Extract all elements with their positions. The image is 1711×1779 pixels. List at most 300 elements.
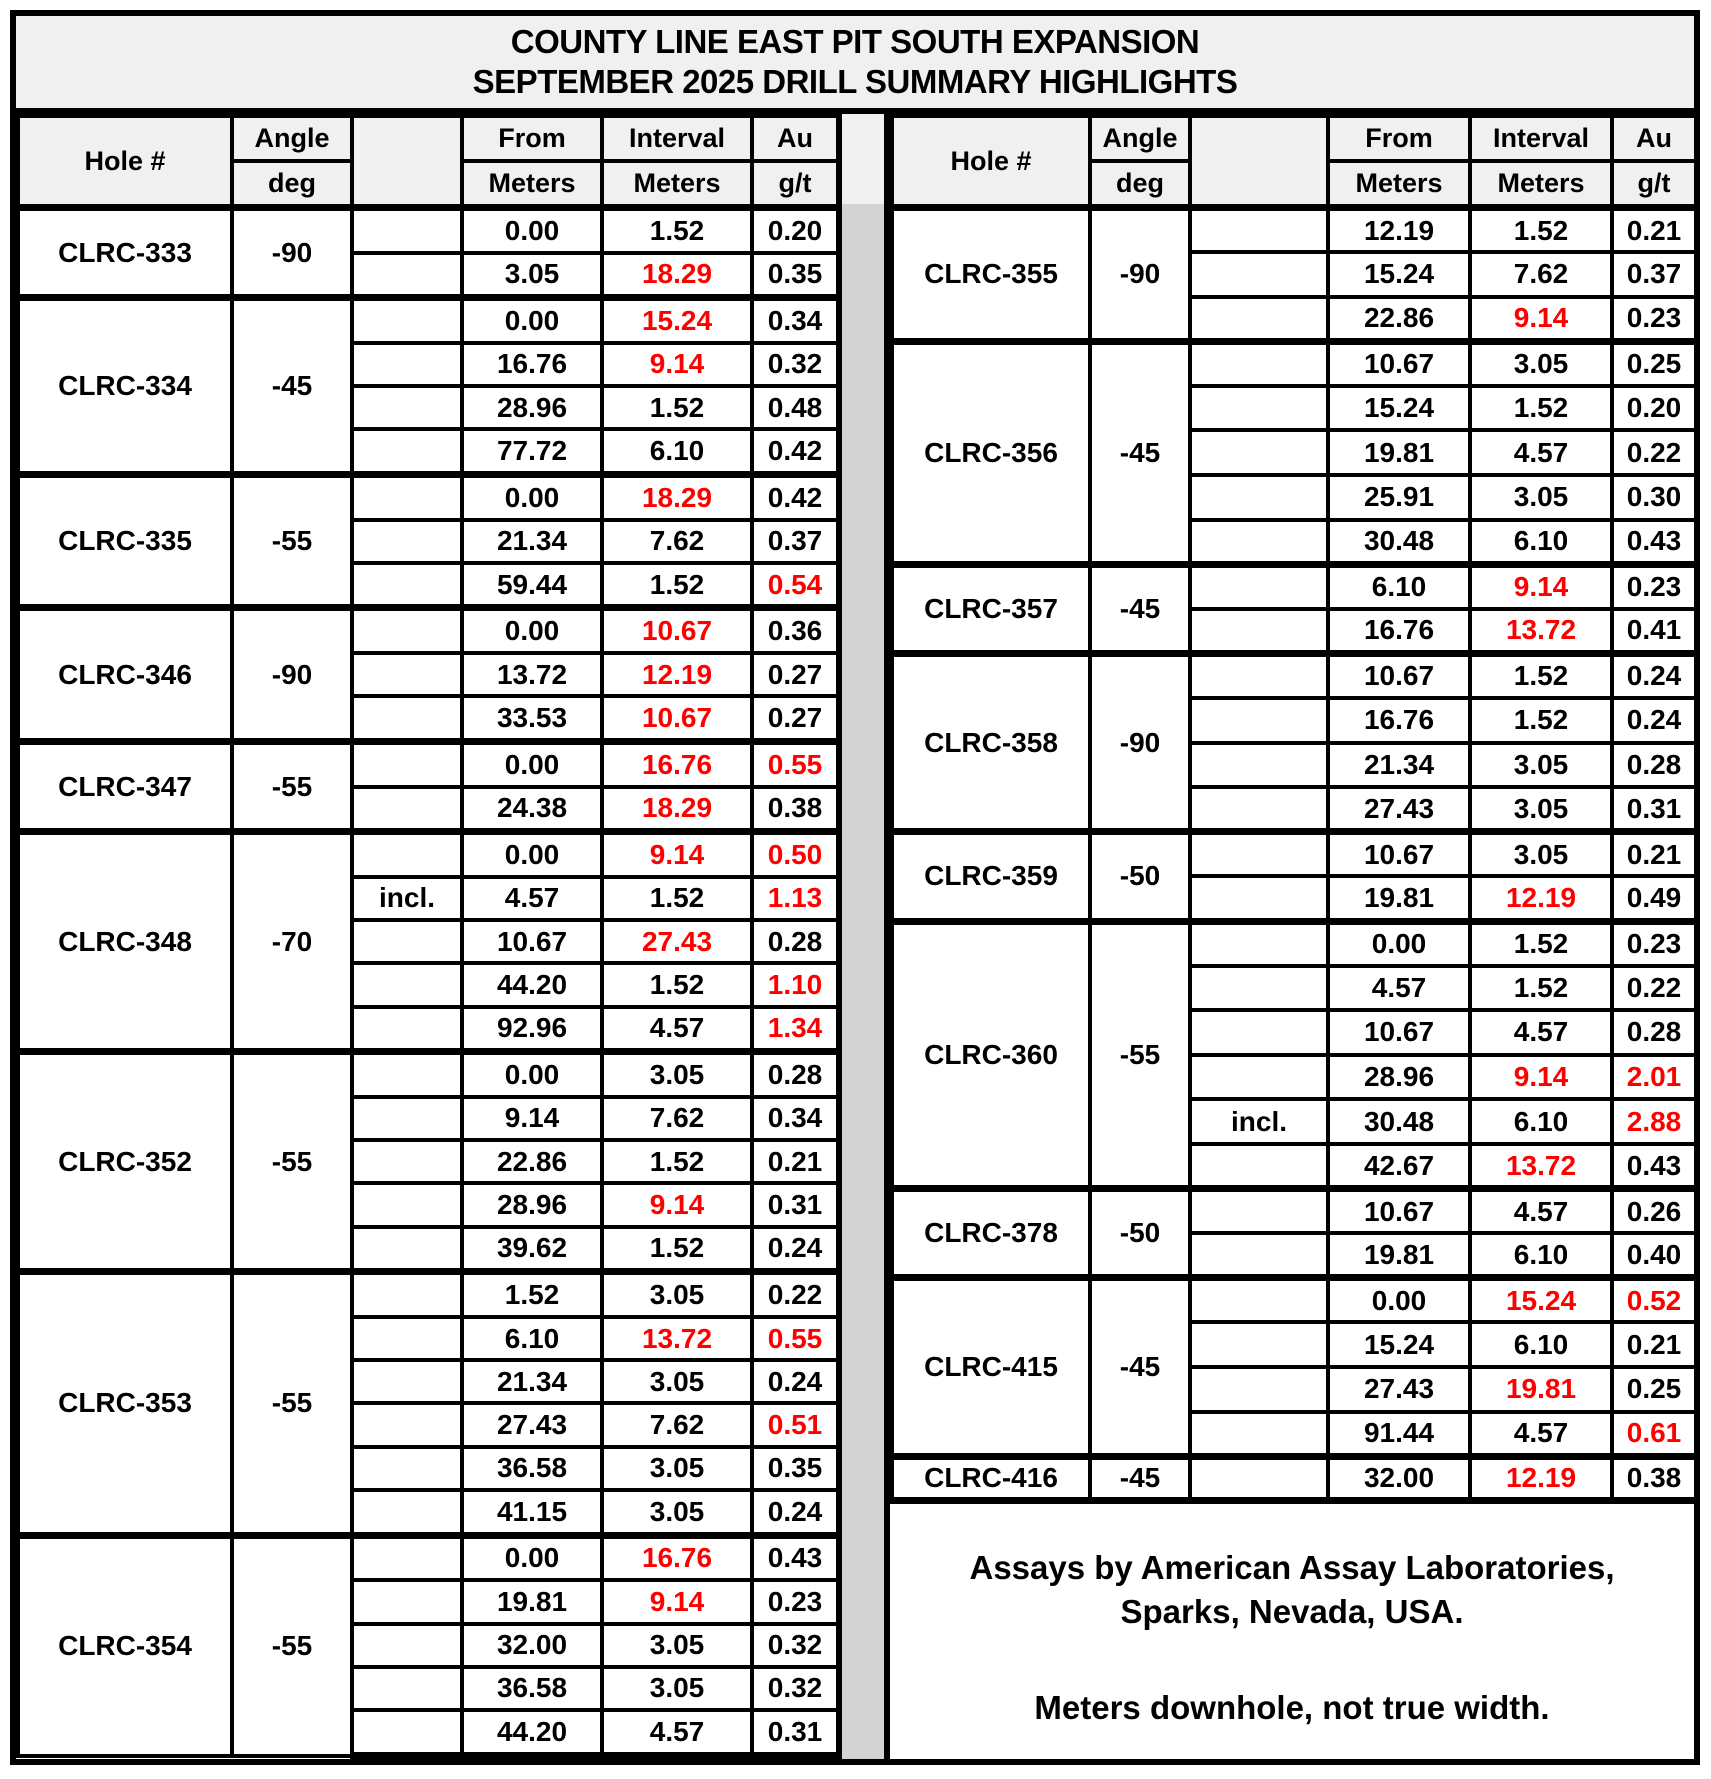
incl-cell: [352, 608, 462, 653]
from-cell: 19.81: [1328, 876, 1470, 921]
interval-row: [892, 1456, 1696, 1501]
from-cell: 21.34: [462, 1360, 602, 1403]
interval-cell: 10.67: [602, 608, 752, 653]
angle-cell: -55: [232, 741, 352, 831]
interval-cell: 1.52: [1470, 698, 1612, 743]
au-cell: 0.43: [752, 1535, 838, 1580]
angle-cell: -45: [1090, 564, 1190, 653]
incl-cell: [1190, 921, 1328, 966]
from-cell: 10.67: [1328, 832, 1470, 877]
assay-note: [890, 1504, 1694, 1759]
incl-cell: incl.: [352, 877, 462, 920]
interval-cell: 1.52: [1470, 386, 1612, 431]
interval-cell: 4.57: [1470, 1010, 1612, 1055]
interval-cell: 1.52: [1470, 653, 1612, 698]
from-cell: 0.00: [462, 298, 602, 343]
incl-cell: [1190, 564, 1328, 609]
from-cell: 28.96: [1328, 1055, 1470, 1100]
interval-row: [18, 608, 838, 653]
au-cell: 0.37: [1612, 252, 1696, 297]
incl-cell: [352, 253, 462, 298]
au-cell: 0.42: [752, 474, 838, 519]
au-cell: 0.50: [752, 832, 838, 877]
header-au: Au: [752, 116, 838, 161]
hole-id-cell: CLRC-356: [892, 341, 1090, 564]
interval-cell: 6.10: [602, 429, 752, 474]
from-cell: 6.10: [462, 1317, 602, 1360]
from-cell: 92.96: [462, 1007, 602, 1052]
angle-cell: -45: [1090, 1456, 1190, 1501]
au-cell: 0.28: [752, 920, 838, 963]
interval-row: [892, 1189, 1696, 1234]
angle-cell: -55: [232, 474, 352, 607]
incl-cell: [352, 563, 462, 608]
incl-cell: [1190, 297, 1328, 342]
au-cell: 0.38: [752, 787, 838, 832]
interval-cell: 3.05: [602, 1490, 752, 1535]
header-au: Au: [1612, 116, 1696, 161]
title-line-2: SEPTEMBER 2025 DRILL SUMMARY HIGHLIGHTS: [472, 63, 1238, 100]
au-cell: 0.25: [1612, 1367, 1696, 1412]
interval-cell: 3.05: [1470, 475, 1612, 520]
incl-cell: [352, 920, 462, 963]
incl-cell: [352, 1317, 462, 1360]
from-cell: 1.52: [462, 1272, 602, 1317]
from-cell: 16.76: [1328, 609, 1470, 654]
interval-cell: 6.10: [1470, 1233, 1612, 1278]
au-cell: 0.22: [1612, 966, 1696, 1011]
hole-id-cell: CLRC-346: [18, 608, 232, 741]
interval-cell: 7.62: [602, 1097, 752, 1140]
au-cell: 0.38: [1612, 1456, 1696, 1501]
from-cell: 19.81: [1328, 1233, 1470, 1278]
incl-cell: [352, 1183, 462, 1226]
header-interval-unit: Meters: [1470, 161, 1612, 208]
incl-cell: [1190, 832, 1328, 877]
hole-id-cell: CLRC-415: [892, 1278, 1090, 1456]
au-cell: 0.49: [1612, 876, 1696, 921]
au-cell: 0.24: [752, 1490, 838, 1535]
hole-id-cell: CLRC-354: [18, 1535, 232, 1755]
angle-cell: -90: [1090, 208, 1190, 342]
interval-cell: 3.05: [1470, 743, 1612, 788]
au-cell: 0.51: [752, 1403, 838, 1446]
au-cell: 0.21: [752, 1140, 838, 1183]
incl-cell: [352, 1535, 462, 1580]
angle-cell: -90: [232, 608, 352, 741]
from-cell: 39.62: [462, 1227, 602, 1272]
from-cell: 36.58: [462, 1667, 602, 1710]
interval-cell: 16.76: [602, 741, 752, 786]
au-cell: 0.23: [1612, 921, 1696, 966]
incl-cell: [1190, 743, 1328, 788]
drill-table-left: [16, 114, 840, 1759]
from-cell: 42.67: [1328, 1144, 1470, 1189]
from-cell: 6.10: [1328, 564, 1470, 609]
interval-cell: 13.72: [1470, 1144, 1612, 1189]
header-interval: Interval: [1470, 116, 1612, 161]
width-note: Meters downhole, not true width.: [1034, 1689, 1550, 1727]
au-cell: 2.88: [1612, 1099, 1696, 1144]
from-cell: 59.44: [462, 563, 602, 608]
interval-cell: 9.14: [1470, 297, 1612, 342]
from-cell: 10.67: [1328, 653, 1470, 698]
from-cell: 0.00: [462, 608, 602, 653]
incl-cell: [352, 520, 462, 563]
au-cell: 0.20: [752, 208, 838, 253]
header-hole: Hole #: [18, 116, 232, 208]
interval-row: [18, 1272, 838, 1317]
interval-cell: 3.05: [602, 1667, 752, 1710]
au-cell: 0.43: [1612, 1144, 1696, 1189]
incl-cell: [352, 1227, 462, 1272]
au-cell: 0.43: [1612, 520, 1696, 565]
au-cell: 0.36: [752, 608, 838, 653]
from-cell: 0.00: [462, 1052, 602, 1097]
au-cell: 0.21: [1612, 832, 1696, 877]
header-interval: Interval: [602, 116, 752, 161]
angle-cell: -45: [1090, 1278, 1190, 1456]
interval-cell: 1.52: [1470, 966, 1612, 1011]
incl-cell: [352, 1447, 462, 1490]
header-incl-blank: [352, 116, 462, 208]
from-cell: 36.58: [462, 1447, 602, 1490]
incl-cell: [352, 1272, 462, 1317]
hole-id-cell: CLRC-357: [892, 564, 1090, 653]
right-table-panel: [890, 114, 1694, 1759]
from-cell: 0.00: [462, 1535, 602, 1580]
incl-cell: [352, 1007, 462, 1052]
from-cell: 91.44: [1328, 1412, 1470, 1457]
au-cell: 0.52: [1612, 1278, 1696, 1323]
assay-note-line-2: Sparks, Nevada, USA.: [1120, 1593, 1464, 1631]
interval-row: [892, 341, 1696, 386]
interval-cell: 1.52: [602, 1140, 752, 1183]
au-cell: 0.27: [752, 696, 838, 741]
interval-cell: 3.05: [602, 1272, 752, 1317]
au-cell: 0.23: [1612, 564, 1696, 609]
interval-cell: 7.62: [1470, 252, 1612, 297]
incl-cell: [1190, 966, 1328, 1011]
angle-cell: -45: [232, 298, 352, 475]
interval-cell: 10.67: [602, 696, 752, 741]
from-cell: 30.48: [1328, 1099, 1470, 1144]
au-cell: 0.24: [752, 1360, 838, 1403]
incl-cell: [352, 474, 462, 519]
table-gutter: [836, 114, 890, 1759]
au-cell: 2.01: [1612, 1055, 1696, 1100]
from-cell: 0.00: [462, 832, 602, 877]
angle-cell: -45: [1090, 341, 1190, 564]
interval-cell: 3.05: [1470, 832, 1612, 877]
au-cell: 0.48: [752, 386, 838, 429]
from-cell: 10.67: [462, 920, 602, 963]
interval-cell: 18.29: [602, 474, 752, 519]
interval-cell: 9.14: [1470, 564, 1612, 609]
incl-cell: [1190, 208, 1328, 253]
interval-cell: 6.10: [1470, 520, 1612, 565]
interval-cell: 3.05: [602, 1624, 752, 1667]
au-cell: 0.27: [752, 653, 838, 696]
au-cell: 0.21: [1612, 208, 1696, 253]
interval-cell: 27.43: [602, 920, 752, 963]
from-cell: 44.20: [462, 963, 602, 1006]
hole-id-cell: CLRC-355: [892, 208, 1090, 342]
interval-cell: 1.52: [1470, 921, 1612, 966]
au-cell: 0.25: [1612, 341, 1696, 386]
from-cell: 33.53: [462, 696, 602, 741]
angle-cell: -50: [1090, 1189, 1190, 1278]
interval-row: [18, 832, 838, 877]
hole-id-cell: CLRC-358: [892, 653, 1090, 831]
interval-row: [18, 741, 838, 786]
incl-cell: [352, 298, 462, 343]
interval-cell: 1.52: [602, 386, 752, 429]
interval-cell: 3.05: [1470, 341, 1612, 386]
au-cell: 1.13: [752, 877, 838, 920]
from-cell: 15.24: [1328, 252, 1470, 297]
hole-id-cell: CLRC-353: [18, 1272, 232, 1535]
au-cell: 0.23: [752, 1580, 838, 1623]
interval-row: [18, 208, 838, 253]
from-cell: 28.96: [462, 386, 602, 429]
interval-cell: 4.57: [1470, 1189, 1612, 1234]
incl-cell: [1190, 1322, 1328, 1367]
angle-cell: -50: [1090, 832, 1190, 921]
au-cell: 0.28: [1612, 1010, 1696, 1055]
gutter-body-segment: [842, 204, 884, 1759]
au-cell: 0.24: [1612, 698, 1696, 743]
au-cell: 0.32: [752, 1624, 838, 1667]
au-cell: 0.42: [752, 429, 838, 474]
hole-id-cell: CLRC-378: [892, 1189, 1090, 1278]
header-from-unit: Meters: [462, 161, 602, 208]
interval-cell: 1.52: [1470, 208, 1612, 253]
from-cell: 10.67: [1328, 1010, 1470, 1055]
from-cell: 19.81: [462, 1580, 602, 1623]
incl-cell: [352, 208, 462, 253]
angle-cell: -55: [1090, 921, 1190, 1189]
header-au-unit: g/t: [1612, 161, 1696, 208]
from-cell: 16.76: [1328, 698, 1470, 743]
sheet-title: [16, 16, 1694, 114]
interval-cell: 9.14: [602, 832, 752, 877]
au-cell: 0.20: [1612, 386, 1696, 431]
incl-cell: [1190, 1189, 1328, 1234]
header-angle: Angle: [232, 116, 352, 161]
interval-row: [18, 474, 838, 519]
incl-cell: [1190, 1055, 1328, 1100]
incl-cell: [352, 1580, 462, 1623]
from-cell: 77.72: [462, 429, 602, 474]
au-cell: 0.21: [1612, 1322, 1696, 1367]
au-cell: 0.26: [1612, 1189, 1696, 1234]
incl-cell: [1190, 341, 1328, 386]
au-cell: 0.31: [1612, 787, 1696, 832]
interval-cell: 1.52: [602, 877, 752, 920]
au-cell: 0.55: [752, 741, 838, 786]
au-cell: 0.34: [752, 298, 838, 343]
interval-row: [18, 298, 838, 343]
au-cell: 1.34: [752, 1007, 838, 1052]
angle-cell: -70: [232, 832, 352, 1052]
au-cell: 0.22: [1612, 430, 1696, 475]
au-cell: 0.55: [752, 1317, 838, 1360]
left-table-panel: [16, 114, 836, 1759]
hole-id-cell: CLRC-416: [892, 1456, 1090, 1501]
au-cell: 0.32: [752, 343, 838, 386]
incl-cell: [1190, 252, 1328, 297]
incl-cell: [1190, 1412, 1328, 1457]
au-cell: 0.30: [1612, 475, 1696, 520]
interval-cell: 7.62: [602, 1403, 752, 1446]
interval-cell: 9.14: [1470, 1055, 1612, 1100]
interval-cell: 3.05: [1470, 787, 1612, 832]
incl-cell: [352, 963, 462, 1006]
interval-cell: 1.52: [602, 963, 752, 1006]
from-cell: 0.00: [462, 741, 602, 786]
au-cell: 0.28: [752, 1052, 838, 1097]
au-cell: 0.31: [752, 1710, 838, 1755]
incl-cell: [1190, 876, 1328, 921]
from-cell: 22.86: [1328, 297, 1470, 342]
from-cell: 13.72: [462, 653, 602, 696]
incl-cell: [1190, 430, 1328, 475]
au-cell: 1.10: [752, 963, 838, 1006]
drill-table-right: [890, 114, 1698, 1504]
incl-cell: incl.: [1190, 1099, 1328, 1144]
header-hole: Hole #: [892, 116, 1090, 208]
interval-row: [892, 832, 1696, 877]
hole-id-cell: CLRC-334: [18, 298, 232, 475]
interval-cell: 6.10: [1470, 1322, 1612, 1367]
hole-id-cell: CLRC-348: [18, 832, 232, 1052]
interval-cell: 12.19: [602, 653, 752, 696]
interval-cell: 3.05: [602, 1052, 752, 1097]
au-cell: 0.32: [752, 1667, 838, 1710]
from-cell: 21.34: [462, 520, 602, 563]
incl-cell: [1190, 1367, 1328, 1412]
interval-cell: 9.14: [602, 1183, 752, 1226]
interval-cell: 13.72: [602, 1317, 752, 1360]
au-cell: 0.61: [1612, 1412, 1696, 1457]
interval-cell: 1.52: [602, 1227, 752, 1272]
interval-cell: 19.81: [1470, 1367, 1612, 1412]
interval-cell: 9.14: [602, 343, 752, 386]
angle-cell: -90: [1090, 653, 1190, 831]
interval-cell: 12.19: [1470, 876, 1612, 921]
hole-id-cell: CLRC-333: [18, 208, 232, 298]
interval-row: [892, 564, 1696, 609]
interval-cell: 15.24: [602, 298, 752, 343]
incl-cell: [352, 1140, 462, 1183]
incl-cell: [352, 832, 462, 877]
incl-cell: [352, 741, 462, 786]
header-angle: Angle: [1090, 116, 1190, 161]
incl-cell: [352, 1710, 462, 1755]
au-cell: 0.37: [752, 520, 838, 563]
assay-note-line-1: Assays by American Assay Laboratories,: [969, 1549, 1615, 1587]
incl-cell: [1190, 520, 1328, 565]
interval-cell: 4.57: [602, 1007, 752, 1052]
au-cell: 0.41: [1612, 609, 1696, 654]
interval-cell: 16.76: [602, 1535, 752, 1580]
from-cell: 12.19: [1328, 208, 1470, 253]
interval-row: [892, 208, 1696, 253]
au-cell: 0.31: [752, 1183, 838, 1226]
incl-cell: [352, 343, 462, 386]
incl-cell: [352, 429, 462, 474]
incl-cell: [352, 1097, 462, 1140]
incl-cell: [352, 787, 462, 832]
angle-cell: -90: [232, 208, 352, 298]
from-cell: 22.86: [462, 1140, 602, 1183]
from-cell: 41.15: [462, 1490, 602, 1535]
header-angle-unit: deg: [232, 161, 352, 208]
incl-cell: [1190, 787, 1328, 832]
gutter-header-segment: [842, 114, 884, 204]
from-cell: 25.91: [1328, 475, 1470, 520]
from-cell: 0.00: [1328, 1278, 1470, 1323]
from-cell: 4.57: [462, 877, 602, 920]
interval-cell: 3.05: [602, 1360, 752, 1403]
from-cell: 15.24: [1328, 386, 1470, 431]
angle-cell: -55: [232, 1052, 352, 1272]
incl-cell: [1190, 1456, 1328, 1501]
interval-cell: 6.10: [1470, 1099, 1612, 1144]
interval-cell: 9.14: [602, 1580, 752, 1623]
header-from: From: [1328, 116, 1470, 161]
incl-cell: [1190, 653, 1328, 698]
header-au-unit: g/t: [752, 161, 838, 208]
header-from: From: [462, 116, 602, 161]
interval-row: [892, 653, 1696, 698]
incl-cell: [352, 386, 462, 429]
incl-cell: [1190, 475, 1328, 520]
interval-row: [18, 1052, 838, 1097]
header-interval-unit: Meters: [602, 161, 752, 208]
incl-cell: [352, 1624, 462, 1667]
au-cell: 0.24: [1612, 653, 1696, 698]
interval-cell: 4.57: [1470, 1412, 1612, 1457]
au-cell: 0.28: [1612, 743, 1696, 788]
au-cell: 0.24: [752, 1227, 838, 1272]
interval-cell: 1.52: [602, 563, 752, 608]
drill-summary-sheet: [10, 10, 1700, 1765]
from-cell: 19.81: [1328, 430, 1470, 475]
from-cell: 15.24: [1328, 1322, 1470, 1367]
interval-cell: 1.52: [602, 208, 752, 253]
interval-row: [892, 921, 1696, 966]
incl-cell: [1190, 698, 1328, 743]
incl-cell: [352, 1403, 462, 1446]
incl-cell: [1190, 1278, 1328, 1323]
hole-id-cell: CLRC-335: [18, 474, 232, 607]
hole-id-cell: CLRC-352: [18, 1052, 232, 1272]
au-cell: 0.22: [752, 1272, 838, 1317]
angle-cell: -55: [232, 1535, 352, 1755]
incl-cell: [352, 696, 462, 741]
from-cell: 3.05: [462, 253, 602, 298]
header-incl-blank: [1190, 116, 1328, 208]
hole-id-cell: CLRC-359: [892, 832, 1090, 921]
au-cell: 0.35: [752, 253, 838, 298]
interval-cell: 18.29: [602, 787, 752, 832]
from-cell: 9.14: [462, 1097, 602, 1140]
interval-cell: 4.57: [602, 1710, 752, 1755]
from-cell: 32.00: [462, 1624, 602, 1667]
interval-cell: 4.57: [1470, 430, 1612, 475]
